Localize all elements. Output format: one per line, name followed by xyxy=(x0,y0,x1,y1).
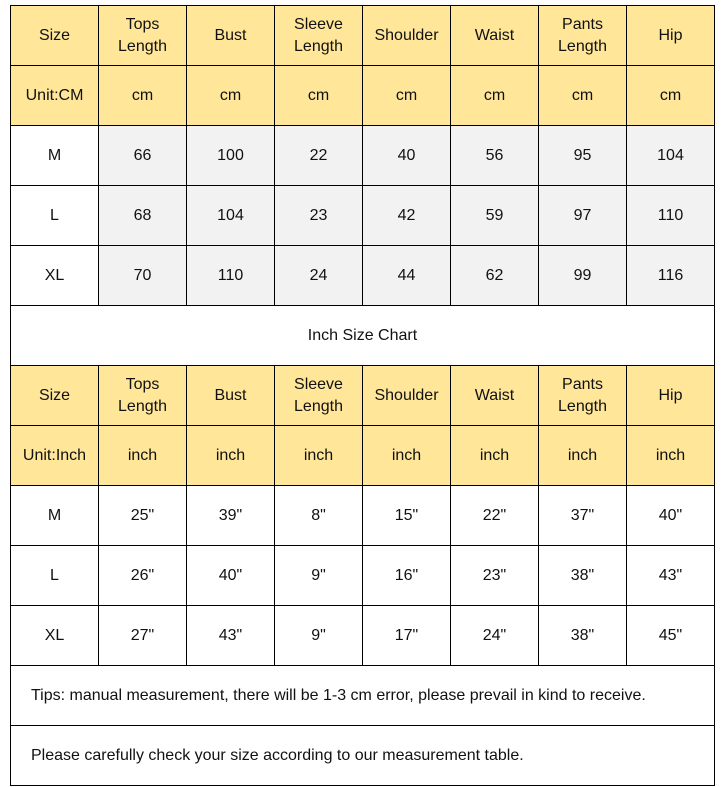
note-text: Please carefully check your size according to our measurement table. xyxy=(11,726,715,786)
unit-cell: inch xyxy=(99,426,187,486)
header-hip: Hip xyxy=(627,366,715,426)
unit-cell: cm xyxy=(627,66,715,126)
inch-unit-row xyxy=(11,426,715,486)
unit-cell: cm xyxy=(99,66,187,126)
value-cell: 104 xyxy=(627,126,715,186)
value-cell: 43" xyxy=(187,606,275,666)
value-cell: 9" xyxy=(275,606,363,666)
header-size: Size xyxy=(11,6,99,66)
value-cell: 43" xyxy=(627,546,715,606)
header-bust: Bust xyxy=(187,366,275,426)
table-row xyxy=(11,486,715,546)
value-cell: 97 xyxy=(539,186,627,246)
value-cell: 27" xyxy=(99,606,187,666)
unit-cell: cm xyxy=(187,66,275,126)
size-cell: M xyxy=(11,126,99,186)
unit-cell: cm xyxy=(363,66,451,126)
unit-cell: inch xyxy=(451,426,539,486)
header-size: Size xyxy=(11,366,99,426)
table-row xyxy=(11,126,715,186)
unit-label: Unit:Inch xyxy=(11,426,99,486)
value-cell: 23 xyxy=(275,186,363,246)
value-cell: 40" xyxy=(187,546,275,606)
value-cell: 45" xyxy=(627,606,715,666)
table-row xyxy=(11,606,715,666)
size-chart xyxy=(10,5,715,786)
header-pants-length: Pants Length xyxy=(539,6,627,66)
value-cell: 59 xyxy=(451,186,539,246)
value-cell: 38" xyxy=(539,606,627,666)
value-cell: 26" xyxy=(99,546,187,606)
value-cell: 100 xyxy=(187,126,275,186)
value-cell: 24" xyxy=(451,606,539,666)
value-cell: 44 xyxy=(363,246,451,306)
value-cell: 99 xyxy=(539,246,627,306)
unit-cell: inch xyxy=(363,426,451,486)
size-cell: XL xyxy=(11,246,99,306)
value-cell: 22 xyxy=(275,126,363,186)
header-hip: Hip xyxy=(627,6,715,66)
value-cell: 22" xyxy=(451,486,539,546)
unit-cell: inch xyxy=(187,426,275,486)
inch-size-chart-title: Inch Size Chart xyxy=(11,306,715,366)
value-cell: 25" xyxy=(99,486,187,546)
size-cell: XL xyxy=(11,606,99,666)
value-cell: 62 xyxy=(451,246,539,306)
value-cell: 40 xyxy=(363,126,451,186)
unit-cell: inch xyxy=(539,426,627,486)
value-cell: 38" xyxy=(539,546,627,606)
value-cell: 70 xyxy=(99,246,187,306)
unit-cell: cm xyxy=(539,66,627,126)
size-cell: L xyxy=(11,546,99,606)
header-tops-length: Tops Length xyxy=(99,6,187,66)
size-cell: M xyxy=(11,486,99,546)
value-cell: 37" xyxy=(539,486,627,546)
note-row xyxy=(11,726,715,786)
header-bust: Bust xyxy=(187,6,275,66)
value-cell: 17" xyxy=(363,606,451,666)
value-cell: 9" xyxy=(275,546,363,606)
header-waist: Waist xyxy=(451,6,539,66)
value-cell: 15" xyxy=(363,486,451,546)
tips-text: Tips: manual measurement, there will be 1-3 cm error, please prevail in kind to receive. xyxy=(11,666,715,726)
header-shoulder: Shoulder xyxy=(363,366,451,426)
unit-cell: inch xyxy=(275,426,363,486)
table-row xyxy=(11,246,715,306)
header-shoulder: Shoulder xyxy=(363,6,451,66)
value-cell: 66 xyxy=(99,126,187,186)
value-cell: 68 xyxy=(99,186,187,246)
unit-cell: cm xyxy=(451,66,539,126)
value-cell: 104 xyxy=(187,186,275,246)
size-cell: L xyxy=(11,186,99,246)
unit-label: Unit:CM xyxy=(11,66,99,126)
tips-row xyxy=(11,666,715,726)
header-sleeve-length: Sleeve Length xyxy=(275,6,363,66)
value-cell: 110 xyxy=(627,186,715,246)
value-cell: 23" xyxy=(451,546,539,606)
value-cell: 95 xyxy=(539,126,627,186)
inch-title-row xyxy=(11,306,715,366)
header-tops-length: Tops Length xyxy=(99,366,187,426)
header-pants-length: Pants Length xyxy=(539,366,627,426)
value-cell: 8" xyxy=(275,486,363,546)
unit-cell: cm xyxy=(275,66,363,126)
value-cell: 110 xyxy=(187,246,275,306)
value-cell: 39" xyxy=(187,486,275,546)
table-row xyxy=(11,186,715,246)
inch-header-row xyxy=(11,366,715,426)
value-cell: 24 xyxy=(275,246,363,306)
value-cell: 56 xyxy=(451,126,539,186)
value-cell: 40" xyxy=(627,486,715,546)
value-cell: 116 xyxy=(627,246,715,306)
value-cell: 42 xyxy=(363,186,451,246)
size-chart-table xyxy=(10,5,715,786)
cm-unit-row xyxy=(11,66,715,126)
value-cell: 16" xyxy=(363,546,451,606)
table-row xyxy=(11,546,715,606)
header-waist: Waist xyxy=(451,366,539,426)
unit-cell: inch xyxy=(627,426,715,486)
header-sleeve-length: Sleeve Length xyxy=(275,366,363,426)
cm-header-row xyxy=(11,6,715,66)
